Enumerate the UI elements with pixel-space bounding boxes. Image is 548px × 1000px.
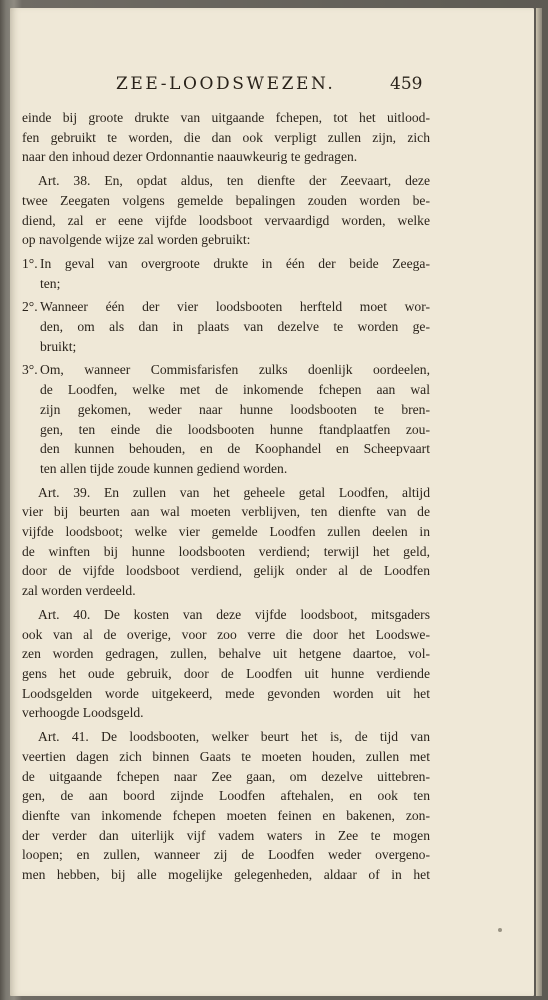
article-38 [22,171,430,250]
article-39 [22,483,430,601]
text-line: dienfte van inkomende fchepen moeten feinen en bakenen, zon- [22,807,430,823]
text-line: ook van al de overige, voor zoo verre die door het Loodswe- [22,626,430,642]
text-line: den, om als dan in plaats van dezelve te worden ge- [40,319,430,335]
text-line: gen, ten einde die loodsbooten hunne ftandplaatfen zou- [40,421,430,437]
list-item-3 [22,360,430,478]
text-line: einde bij groote drukte van uitgaande fchepen, tot het uitlood- [22,110,430,125]
page-edge [536,8,542,996]
running-head: ZEE-LOODSWEZEN. [116,74,336,94]
page-number: 459 [390,74,423,94]
text-line: Art. 38. En, opdat aldus, ten dienfte der Zeevaart, deze [38,173,430,189]
paragraph-continuation [22,108,430,167]
list-item-2 [22,297,430,356]
article-40 [22,605,430,723]
text-line: naar den inhoud dezer Ordonnantie naauwkeurig te gedragen. [22,149,358,165]
list-item-1 [22,254,430,293]
text-line: Om, wanneer Commisfarisfen zulks doenlijk oordeelen, [40,362,430,378]
text-line: de winften bij hunne loodsbooten verdiend; terwijl het geld, [22,543,430,559]
text-line: ten; [40,275,61,291]
paper-speck [498,928,502,932]
text-line: bruikt; [40,338,77,354]
text-line: loopen; en zullen, wanneer zij de Loodfen weder overgeno- [22,847,430,863]
text-line: den kunnen behouden, en de Koophandel en Scheepvaart [40,441,430,457]
text-line: vier bij beurten aan wal moeten verblijven, ten dienfte van de [22,504,430,520]
text-line: de uitgaande fchepen naar Zee gaan, om dezelve uittebren- [22,768,430,784]
text-line: zen worden gedragen, zullen, behalve uit hetgene daartoe, vol- [22,646,430,662]
text-line: fen gebruikt te worden, die dan ook verpligt zullen zijn, zich [22,129,430,145]
text-line: Art. 41. De loodsbooten, welker beurt het is, de tijd van [38,729,430,745]
list-item-number: 1°. [22,255,38,271]
text-line: zijn gekomen, weder naar hunne loodsbooten te bren- [40,401,430,417]
text-line: Loodsgelden worde uitgekeerd, mede gevonden worden uit het [22,685,430,701]
text-line: gens het oude gebruik, door de Loodfen uit hunne verdiende [22,665,430,681]
text-line: verhoogde Loodsgeld. [22,705,144,721]
text-line: Wanneer één der vier loodsbooten herfteld moet wor- [40,299,430,315]
text-line: de Loodfen, welke met de inkomende fchepen aan wal [40,382,430,398]
text-line: twee Zeegaten volgens gemelde bepalingen zouden worden be- [22,192,430,208]
article-41 [22,727,430,885]
text-line: gen, de aan boord zijnde Loodfen aftehalen, en ook ten [22,788,430,804]
text-line: Art. 40. De kosten van deze vijfde loodsboot, mitsgaders [38,606,430,622]
text-line: In geval van overgroote drukte in één der beide Zeega- [40,255,430,271]
text-line: der verder dan uiterlijk vijf vadem waters in Zee te mogen [22,827,430,843]
text-line: ten allen tijde zoude kunnen gediend worden. [40,460,288,476]
list-item-number: 3°. [22,362,38,378]
page-body [22,108,430,885]
text-line: diend, zal er eene vijfde loodsboot vervaardigd worden, welke [22,212,430,228]
text-line: men hebben, bij alle mogelijke gelegenheden, aldaar of in het [22,867,430,883]
text-line: Art. 39. En zullen van het geheele getal Loodfen, altijd [38,484,430,500]
text-line: op navolgende wijze zal worden gebruikt: [22,232,251,248]
text-line: veertien dagen zich binnen Gaats te moeten houden, zullen met [22,748,430,764]
text-line: vijfde loodsboot; welke vier gemelde Loodfen zullen deelen in [22,524,430,540]
text-line: zal worden verdeeld. [22,583,136,599]
text-line: door de vijfde loodsboot verdiend, gelijk onder al de Loodfen [22,563,430,579]
list-item-number: 2°. [22,299,38,315]
